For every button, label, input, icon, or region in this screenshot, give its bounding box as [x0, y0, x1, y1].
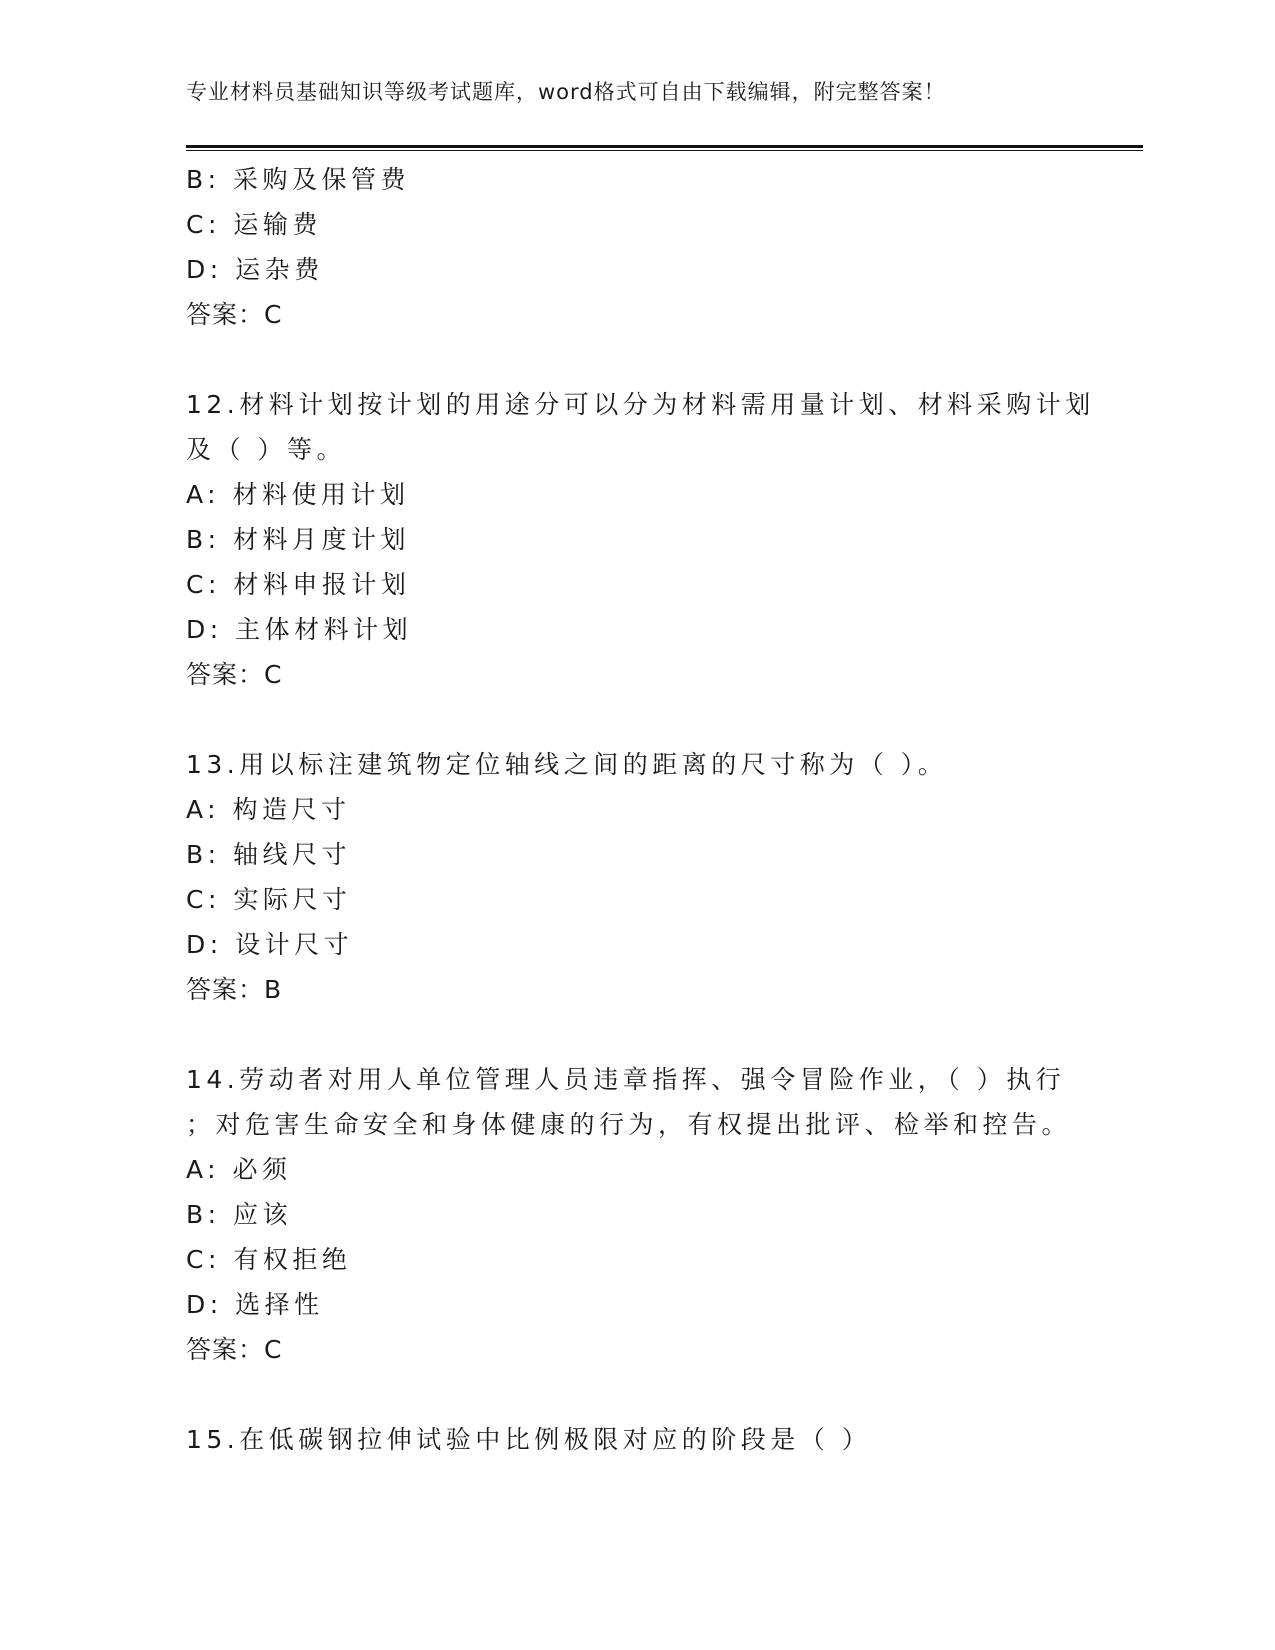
question-stem-line: 12.材料计划按计划的用途分可以分为材料需用量计划、材料采购计划: [186, 390, 1095, 419]
option-a: A: 必须: [186, 1155, 292, 1184]
document-body: [186, 157, 1146, 1462]
option-b: B: 应该: [186, 1200, 293, 1229]
question-stem-line: 14.劳动者对用人单位管理人员违章指挥、强令冒险作业，（ ）执行: [186, 1065, 1066, 1094]
answer: 答案：B: [186, 975, 283, 1004]
question-stem-line: 13.用以标注建筑物定位轴线之间的距离的尺寸称为（ ）。: [186, 750, 948, 779]
question-12: [186, 382, 1146, 697]
option-d: D: 运杂费: [186, 255, 324, 284]
question-stem-line: ；对危害生命安全和身体健康的行为，有权提出批评、检举和控告。: [186, 1110, 1072, 1139]
option-b: B: 材料月度计划: [186, 525, 411, 554]
spacer: [186, 697, 1146, 742]
answer: 答案：C: [186, 1335, 283, 1364]
header-rule-thick: [186, 145, 1143, 148]
header-rule-thin: [186, 150, 1143, 151]
option-d: D: 设计尺寸: [186, 930, 354, 959]
question-11-continuation: [186, 157, 1146, 337]
question-15: [186, 1417, 1146, 1462]
option-c: C: 运输费: [186, 210, 322, 239]
option-c: C: 有权拒绝: [186, 1245, 352, 1274]
question-14: [186, 1057, 1146, 1372]
spacer: [186, 1372, 1146, 1417]
question-stem-line: 15.在低碳钢拉伸试验中比例极限对应的阶段是（ ）: [186, 1425, 872, 1454]
answer: 答案：C: [186, 660, 283, 689]
option-a: A: 材料使用计划: [186, 480, 410, 509]
answer: 答案：C: [186, 300, 283, 329]
question-13: [186, 742, 1146, 1012]
option-d: D: 主体材料计划: [186, 615, 413, 644]
page-header: 专业材料员基础知识等级考试题库，word格式可自由下载编辑，附完整答案！: [186, 80, 946, 104]
option-c: C: 实际尺寸: [186, 885, 352, 914]
option-c: C: 材料申报计划: [186, 570, 411, 599]
option-a: A: 构造尺寸: [186, 795, 351, 824]
spacer: [186, 1012, 1146, 1057]
option-b: B: 采购及保管费: [186, 165, 411, 194]
spacer: [186, 337, 1146, 382]
option-b: B: 轴线尺寸: [186, 840, 352, 869]
question-stem-line: 及（ ）等。: [186, 435, 346, 464]
option-d: D: 选择性: [186, 1290, 324, 1319]
